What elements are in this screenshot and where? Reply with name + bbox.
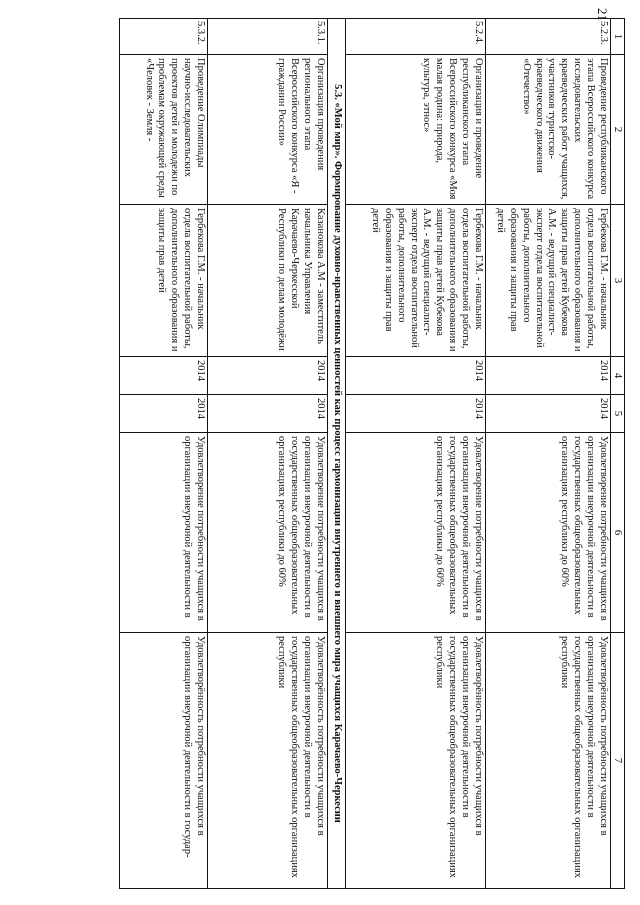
result-cell: Удовлетворение потребности учащихся в организации внеурочной деятельности в государственных общеобразовательных организациях республики до 60% [207,433,327,633]
start-year-cell: 2014 [345,357,485,395]
indicator-cell: Удовлетворённость потребности учащихся в организации внеурочной деятельности в государственных общеобразовательных организациях республики [207,633,327,889]
start-year-cell: 2014 [207,357,327,395]
table-row [485,19,610,889]
col-header-3: 3 [610,205,624,357]
indicator-cell: Удовлетворённость потребности учащихся в организации внеурочной деятельности в государственных общеобразовательных организациях республики [485,633,610,889]
col-header-2: 2 [610,55,624,205]
event-cell: Проведение Олимпиады научно-исследовательских проектов детей и молодежи по проблемам окружающей среды «Человек - Земля - [119,55,207,205]
responsible-cell: Гербекова Г.М. - начальник отдела воспитательной работы, дополнительного образования и защиты прав детей [119,205,207,357]
start-year-cell: 2014 [485,357,610,395]
table-row [345,19,485,889]
table-row [119,19,207,889]
indicator-cell: Удовлетворённость потребности учащихся в организации внеурочной деятельности в государственных общеобразовательных организациях республики [345,633,485,889]
col-header-7: 7 [610,633,624,889]
section-title: 5.3. «Мой мир». Формирование духовно-нравственных ценностей как процесс гармонизации внутреннего и внешнего мира учащихся Карачаево-Черкесии [327,19,345,889]
row-number: 5.2.4. [345,19,485,55]
header-row [610,19,624,889]
section-row [327,19,345,889]
rotated-page-content [25,18,625,888]
responsible-cell: Казанокова А.М - заместитель начальника Управления Карачаево-Черкесской Республики по делам молодёжи [207,205,327,357]
end-year-cell: 2014 [345,395,485,433]
event-cell: Проведение республиканского этапа Всероссийского конкурса исследовательских краеведческих работ учащихся, участников туристско-краеведческого движения «Отечество» [485,55,610,205]
page-number: 21 [595,8,610,21]
table-row [207,19,327,889]
event-cell: Организация проведения регионального этапа Всероссийского конкурса «Я - гражданин России» [207,55,327,205]
start-year-cell: 2014 [119,357,207,395]
end-year-cell: 2014 [485,395,610,433]
responsible-cell: Гербекова Г.М. - начальник отдела воспитательной работы, дополнительного образования и защиты прав детей Кубекова А.М. - ведущий специалист-эксперт отдела воспитательной работы, дополнительного образования и защиты прав детей [485,205,610,357]
col-header-6: 6 [610,433,624,633]
col-header-1: 1 [610,19,624,55]
indicator-cell: Удовлетворённость потребности учащихся в организации внеурочной деятельности в государ- [119,633,207,889]
end-year-cell: 2014 [119,395,207,433]
result-cell: Удовлетворение потребности учащихся в организации внеурочной деятельности в [119,433,207,633]
col-header-5: 5 [610,395,624,433]
plan-table [119,18,625,889]
result-cell: Удовлетворение потребности учащихся в организации внеурочной деятельности в государственных общеобразовательных организациях республики до 60% [485,433,610,633]
row-number: 5.3.2. [119,19,207,55]
col-header-4: 4 [610,357,624,395]
row-number: 5.2.3. [485,19,610,55]
row-number: 5.3.1. [207,19,327,55]
event-cell: Организация и проведение республиканского этапа Всероссийского конкурса «Моя малая родина: природа, культура, этнос» [345,55,485,205]
responsible-cell: Гербекова Г.М. - начальник отдела воспитательной работы, дополнительного образования и защиты прав детей Кубекова А.М. - ведущий специалист-эксперт отдела воспитательной работы, дополнительного образования и защиты прав детей [345,205,485,357]
result-cell: Удовлетворение потребности учащихся в организации внеурочной деятельности в государственных общеобразовательных организациях республики до 60% [345,433,485,633]
end-year-cell: 2014 [207,395,327,433]
